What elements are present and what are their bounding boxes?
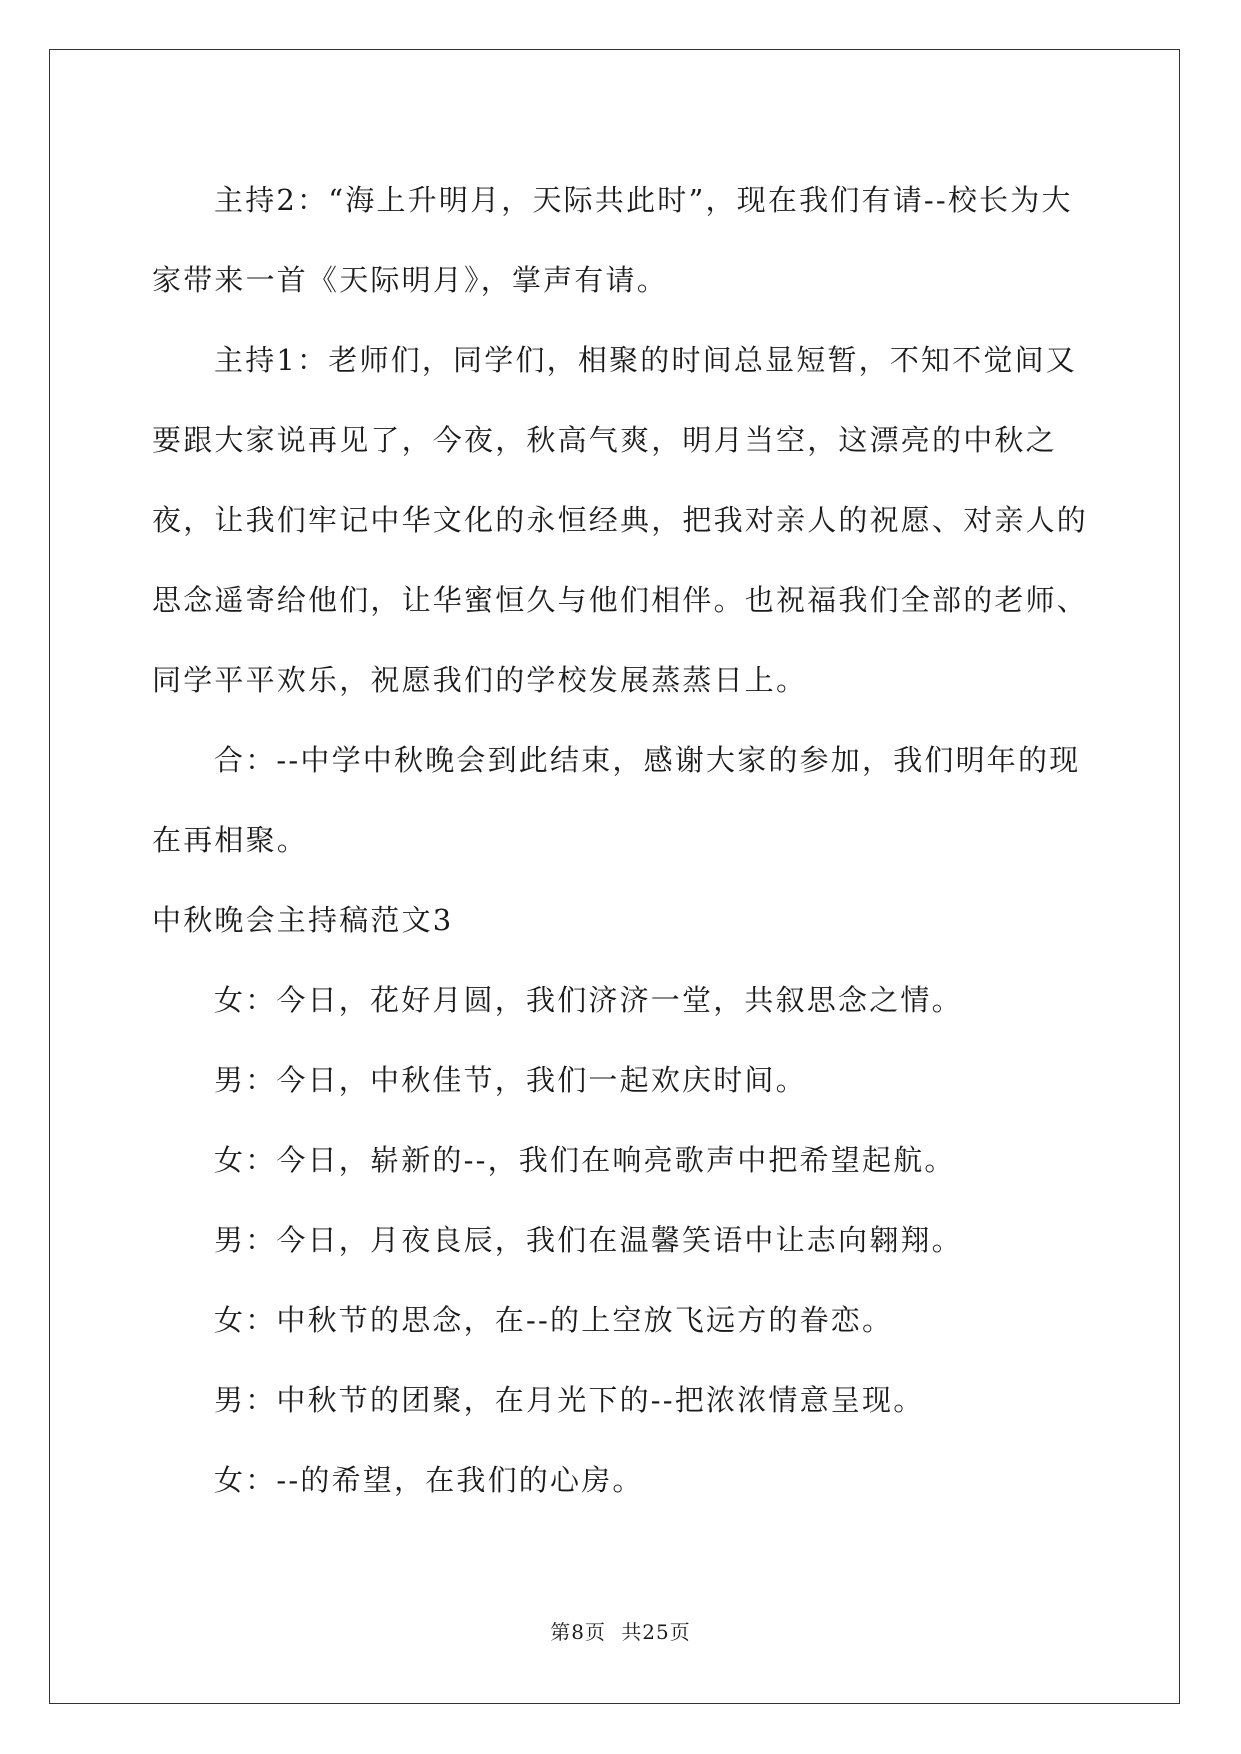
paragraph-male-1: 男：今日，中秋佳节，我们一起欢庆时间。 [214,1063,807,1097]
total-pages-label: 共25页 [621,1620,691,1644]
section-heading: 中秋晚会主持稿范文3 [152,903,454,937]
page-footer [0,1616,1241,1645]
paragraph-closing: 合：--中学中秋晚会到此结束，感谢大家的参加，我们明年的现在再相聚。 [152,743,1081,857]
document-body [152,160,1092,1520]
paragraph-host2-intro: 主持2：“海上升明月，天际共此时”，现在我们有请--校长为大家带来一首《天际明月》，掌声有请。 [152,183,1073,297]
paragraph-female-1: 女：今日，花好月圆，我们济济一堂，共叙思念之情。 [214,983,963,1017]
paragraph-male-2: 男：今日，月夜良辰，我们在温馨笑语中让志向翱翔。 [214,1223,963,1257]
paragraph-host1-farewell: 主持1：老师们，同学们，相聚的时间总显短暂，不知不觉间又要跟大家说再见了，今夜，秋高气爽，明月当空，这漂亮的中秋之夜，让我们牢记中华文化的永恒经典，把我对亲人的祝愿、对亲人的思念遥寄给他们，让华蜜恒久与他们相伴。也祝福我们全部的老师、同学平平欢乐，祝愿我们的学校发展蒸蒸日上。 [152,343,1089,697]
paragraph-female-2: 女：今日，崭新的--，我们在响亮歌声中把希望起航。 [214,1143,956,1177]
current-page-label: 第8页 [550,1620,606,1644]
paragraph-female-3: 女：中秋节的思念，在--的上空放飞远方的眷恋。 [214,1303,894,1337]
paragraph-female-4: 女：--的希望，在我们的心房。 [214,1463,644,1497]
paragraph-male-3: 男：中秋节的团聚，在月光下的--把浓浓情意呈现。 [214,1383,925,1417]
